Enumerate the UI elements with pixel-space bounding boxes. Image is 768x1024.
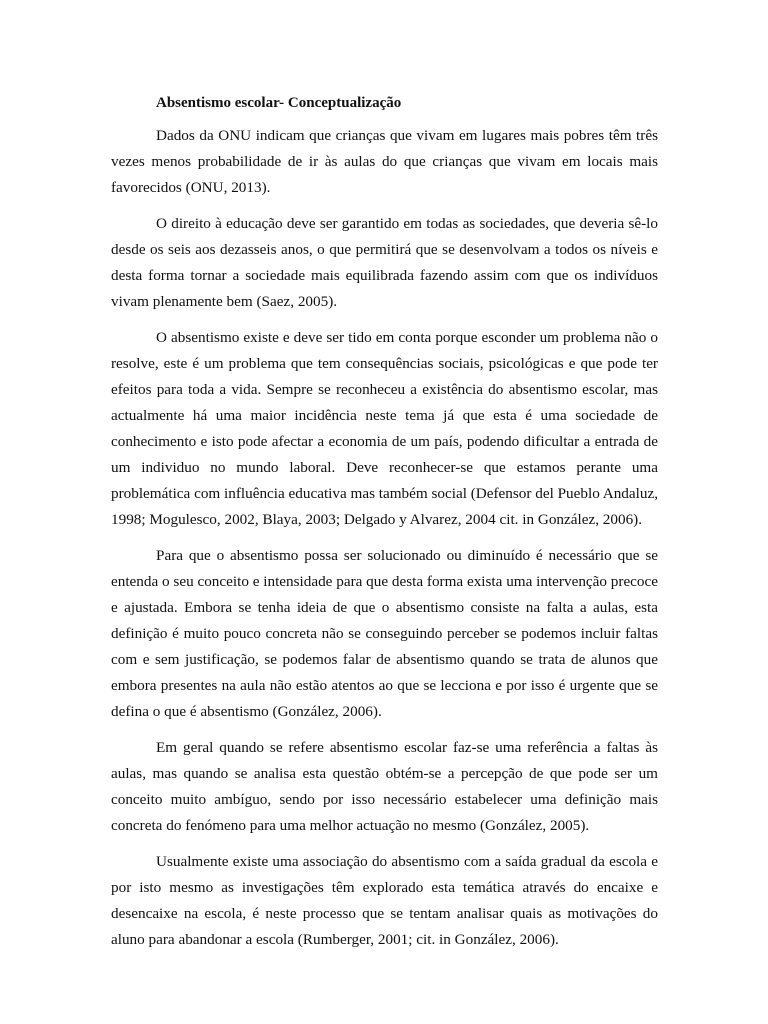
document-page [111, 93, 658, 963]
paragraph-absentism-consequences: O absentismo existe e deve ser tido em conta porque esconder um problema não o resolve, este é um problema que tem consequências sociais, psicológicas e que pode ter efeitos para toda a vida. Sempre se reconheceu a existência do absentismo escolar, mas actualmente há uma maior incidência neste tema já que esta é uma sociedade de conhecimento e isto pode afectar a economia de um país, podendo dificultar a entrada de um individuo no mundo laboral. Deve reconhecer-se que estamos perante uma problemática com influência educativa mas também social (Defensor del Pueblo Andaluz, 1998; Mogulesco, 2002, Blaya, 2003; Delgado y Alvarez, 2004 cit. in González, 2006). [111, 329, 658, 528]
paragraph-right-to-education: O direito à educação deve ser garantido em todas as sociedades, que deveria sê-lo desde os seis aos dezasseis anos, o que permitirá que se desenvolvam a todos os níveis e desta forma tornar a sociedade mais equilibrada fazendo assim com que os indivíduos vivam plenamente bem (Saez, 2005). [111, 215, 658, 310]
paragraph-ambiguous-concept: Em geral quando se refere absentismo escolar faz-se uma referência a faltas às aulas, mas quando se analisa esta questão obtém-se a percepção de que pode ser um conceito muito ambíguo, sendo por isso necessário estabelecer uma definição mais concreta do fenómeno para uma melhor actuação no mesmo (González, 2005). [111, 739, 658, 834]
document-heading: Absentismo escolar- Conceptualização [156, 95, 402, 111]
paragraph-onu-statistics: Dados da ONU indicam que crianças que vivam em lugares mais pobres têm três vezes menos probabilidade de ir às aulas do que crianças que vivam em locais mais favorecidos (ONU, 2013). [111, 127, 658, 196]
paragraph-concept-definition: Para que o absentismo possa ser solucionado ou diminuído é necessário que se entenda o seu conceito e intensidade para que desta forma exista uma intervenção precoce e ajustada. Embora se tenha ideia de que o absentismo consiste na falta a aulas, esta definição é muito pouco concreta não se conseguindo perceber se podemos incluir faltas com e sem justificação, se podemos falar de absentismo quando se trata de alunos que embora presentes na aula não estão atentos ao que se lecciona e por isso é urgente que se defina o que é absentismo (González, 2006). [111, 547, 658, 720]
paragraph-school-dropout: Usualmente existe uma associação do absentismo com a saída gradual da escola e por isto mesmo as investigações têm explorado esta temática através do encaixe e desencaixe na escola, é neste processo que se tentam analisar quais as motivações do aluno para abandonar a escola (Rumberger, 2001; cit. in González, 2006). [111, 853, 658, 948]
